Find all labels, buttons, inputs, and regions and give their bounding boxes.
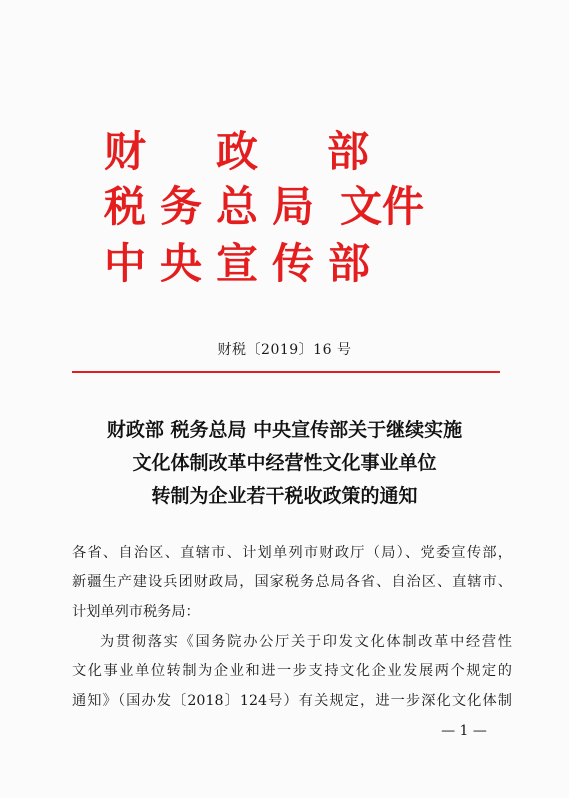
document-title-line-1: 财政部 税务总局 中央宣传部关于继续实施 xyxy=(106,419,463,441)
header-char: 务 xyxy=(160,182,203,231)
red-separator-line xyxy=(72,371,500,373)
addressee-line-2: 新疆生产建设兵团财政局，国家税务总局各省、自治区、直辖市、 xyxy=(72,574,512,590)
addressee-line-3: 计划单列市税务局： xyxy=(72,604,200,620)
body-paragraph-line-2: 文化事业单位转制为企业和进一步支持文化企业发展两个规定的 xyxy=(72,663,512,679)
header-char: 总 xyxy=(216,182,259,231)
header-char: 部 xyxy=(327,127,370,176)
header-char: 中 xyxy=(104,239,147,288)
document-title-line-2: 文化体制改革中经营性文化事业单位 xyxy=(132,452,437,474)
header-char: 局 xyxy=(272,182,315,231)
header-char: 央 xyxy=(160,239,203,288)
header-char: 传 xyxy=(272,239,315,288)
addressee-line-1: 各省、自治区、直辖市、计划单列市财政厅（局）、党委宣传部， xyxy=(72,545,512,561)
header-char: 部 xyxy=(328,239,371,288)
document-number: 财税〔2019〕16 号 xyxy=(217,342,352,358)
header-char: 税 xyxy=(104,182,147,231)
header-char: 财 xyxy=(104,127,147,176)
issuing-authorities-header xyxy=(104,128,484,298)
header-document-word: 文件 xyxy=(340,182,425,231)
body-paragraph-line-1: 为贯彻落实《国务院办公厅关于印发文化体制改革中经营性 xyxy=(100,634,512,650)
header-char: 政 xyxy=(216,127,259,176)
document-title-line-3: 转制为企业若干税收政策的通知 xyxy=(151,485,418,507)
page-number: — 1 — xyxy=(441,723,487,739)
body-paragraph-line-3: 通知》（国办发〔2018〕124号）有关规定，进一步深化文化体制 xyxy=(72,693,512,709)
header-char: 宣 xyxy=(216,239,259,288)
